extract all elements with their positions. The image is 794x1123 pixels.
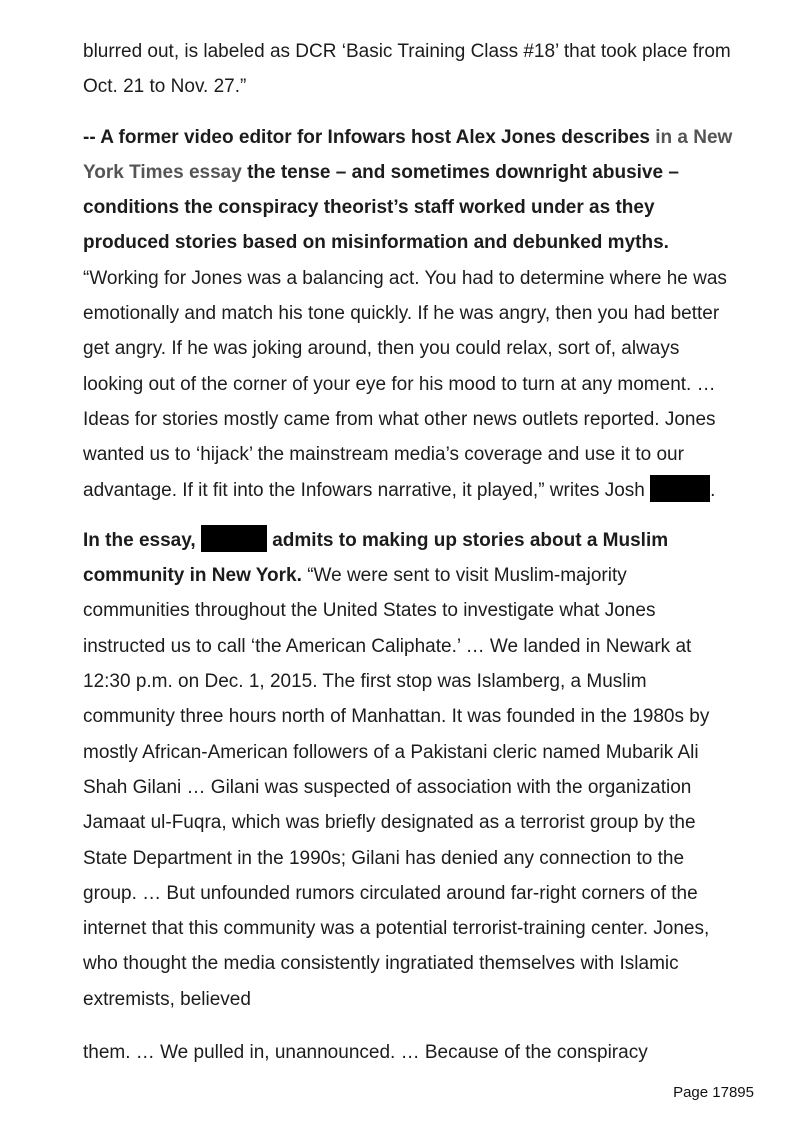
cut-off-line — [83, 1042, 733, 1069]
paragraph-3-bold-rest: admits to making up stories about a Muslim community in New York. — [83, 529, 669, 587]
paragraph-2 — [83, 120, 733, 508]
redaction-box — [650, 475, 710, 502]
paragraph-3-bold-start: In the essay, — [83, 529, 196, 551]
article-body — [83, 34, 733, 1032]
nyt-essay-link[interactable]: in a New York Times essay — [83, 126, 733, 183]
paragraph-2-body: “Working for Jones was a balancing act. You had to determine where he was emotionally and match his tone quickly. If he was angry, then you had better get angry. If he was joking around, then you could relax, sort of, always looking out of the corner of your eye for his mood to turn at any moment. … Ideas for stories mostly came from what other news outlets reported. Jones wanted us to ‘hijack’ the mainstream media’s coverage and use it to our advantage. If it fit into the Infowars narrative, it played,” writes Josh — [83, 267, 727, 501]
page-number: Page 17895 — [673, 1084, 754, 1101]
paragraph-1 — [83, 34, 733, 105]
paragraph-1-text: blurred out, is labeled as DCR ‘Basic Training Class #18’ that took place from Oct. 21 to Nov. 27.” — [83, 41, 731, 98]
cut-off-line-text: them. … We pulled in, unannounced. … Because of the conspiracy — [83, 1042, 648, 1063]
paragraph-2-bold-tail: the tense – and sometimes downright abusive – conditions the conspiracy theorist’s staff worked under as they produced stories based on misinformation and debunked myths. — [83, 161, 679, 254]
paragraph-3 — [83, 523, 733, 1017]
paragraph-3-body: “We were sent to visit Muslim-majority communities throughout the United States to investigate what Jones instructed us to call ‘the American Caliphate.’ … We landed in Newark at 12:30 p.m. on Dec. 1, 2015. The first stop was Islamberg, a Muslim community three hours north of Manhattan. It was founded in the 1980s by mostly African-American followers of a Pakistani cleric named Mubarik Ali Shah Gilani … Gilani was suspected of association with the organization Jamaat ul-Fuqra, which was briefly designated as a terrorist group by the State Department in the 1990s; Gilani has denied any connection to the group. … But unfounded rumors circulated around far-right corners of the internet that this community was a potential terrorist-training center. Jones, who thought the media consistently ingratiated themselves with Islamic extremists, believed — [83, 565, 710, 1010]
paragraph-2-bold-lead: -- A former video editor for Infowars host Alex Jones describes — [83, 126, 650, 148]
paragraph-2-end: . — [710, 479, 716, 501]
redaction-box — [201, 525, 267, 552]
